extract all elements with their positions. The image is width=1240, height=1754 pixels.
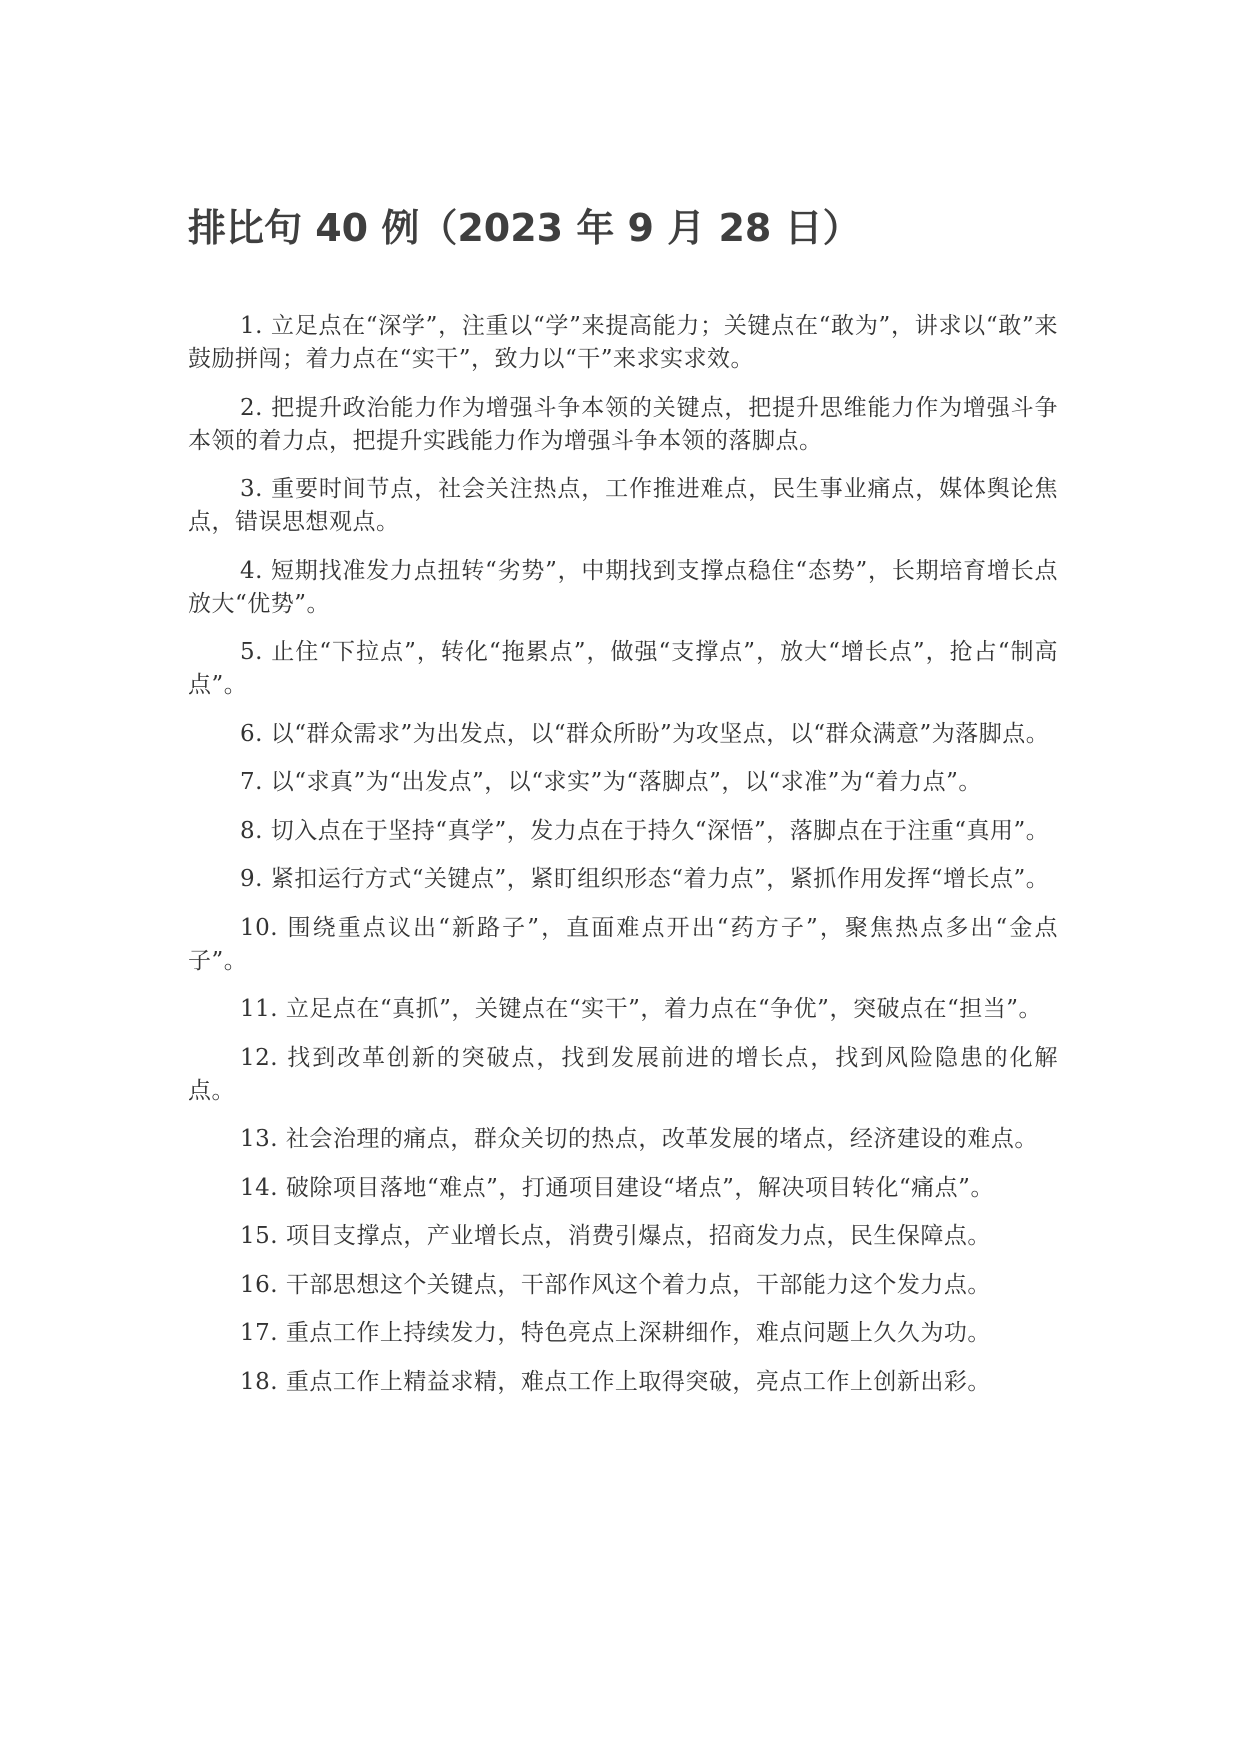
list-item: 13. 社会治理的痛点，群众关切的热点，改革发展的堵点，经济建设的难点。 [240,1126,1038,1152]
list-item: 4. 短期找准发力点扭转“劣势”，中期找到支撑点稳住“态势”，长期培育增长点放大“优势”。 [188,557,1058,617]
list-item: 11. 立足点在“真抓”，关键点在“实干”，着力点在“争优”，突破点在“担当”。 [240,996,1042,1022]
list-item: 8. 切入点在于坚持“真学”，发力点在于持久“深悟”，落脚点在于注重“真用”。 [240,817,1050,844]
list-item: 7. 以“求真”为“出发点”，以“求实”为“落脚点”，以“求准”为“着力点”。 [240,769,982,795]
list-item: 15. 项目支撑点，产业增长点，消费引爆点，招商发力点，民生保障点。 [240,1223,991,1249]
list-item: 10. 围绕重点议出“新路子”，直面难点开出“药方子”，聚焦热点多出“金点子”。 [188,914,1058,974]
list-item: 18. 重点工作上精益求精，难点工作上取得突破，亮点工作上创新出彩。 [240,1368,991,1395]
list-item: 12. 找到改革创新的突破点，找到发展前进的增长点，找到风险隐患的化解点。 [188,1044,1058,1104]
list-item: 6. 以“群众需求”为出发点，以“群众所盼”为攻坚点，以“群众满意”为落脚点。 [240,720,1050,747]
list-item: 3. 重要时间节点，社会关注热点，工作推进难点，民生事业痛点，媒体舆论焦点，错误思想观点。 [188,476,1058,535]
item-list [188,310,1058,1414]
list-item: 2. 把提升政治能力作为增强斗争本领的关键点，把提升思维能力作为增强斗争本领的着力点，把提升实践能力作为增强斗争本领的落脚点。 [188,394,1058,454]
document-title: 排比句 40 例（2023 年 9 月 28 日） [188,206,861,250]
list-item: 17. 重点工作上持续发力，特色亮点上深耕细作，难点问题上久久为功。 [240,1320,991,1346]
list-item: 14. 破除项目落地“难点”，打通项目建设“堵点”，解决项目转化“痛点”。 [240,1174,994,1201]
list-item: 9. 紧扣运行方式“关键点”，紧盯组织形态“着力点”，紧抓作用发挥“增长点”。 [240,866,1050,892]
list-item: 1. 立足点在“深学”，注重以“学”来提高能力；关键点在“敢为”，讲求以“敢”来鼓励拼闯；着力点在“实干”，致力以“干”来求实求效。 [188,313,1058,372]
list-item: 16. 干部思想这个关键点，干部作风这个着力点，干部能力这个发力点。 [240,1271,991,1298]
list-item: 5. 止住“下拉点”，转化“拖累点”，做强“支撑点”，放大“增长点”，抢占“制高点”。 [188,639,1058,698]
